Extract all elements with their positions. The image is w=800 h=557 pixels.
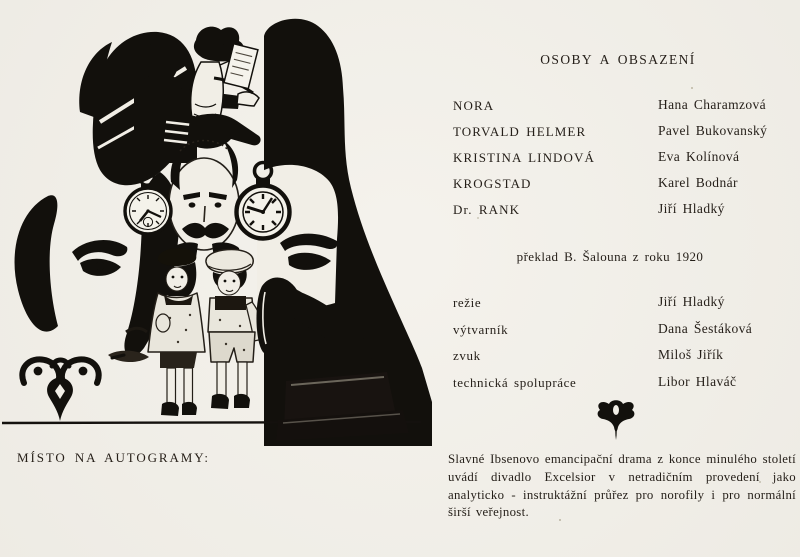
role-label: NORA — [453, 98, 495, 113]
actor-name: Karel Bodnár — [658, 175, 738, 190]
crew-person-name: Dana Šestáková — [658, 320, 753, 336]
cast-row — [453, 149, 796, 175]
actor-name: Hana Charamzová — [658, 97, 767, 112]
role-label: KRISTINA LINDOVÁ — [453, 150, 596, 165]
crew-person-name: Miloš Jiřík — [658, 347, 724, 362]
crew-role-label: zvuk — [453, 348, 481, 363]
crew-row — [453, 347, 796, 374]
crew-person-name: Libor Hlaváč — [658, 373, 737, 389]
crew-role-label: technická spolupráce — [453, 374, 577, 390]
cast-row — [453, 201, 796, 227]
page-title: OSOBY A OBSAZENÍ — [540, 52, 696, 67]
actor-name: Jiří Hladký — [658, 201, 725, 216]
crew-person-name: Jiří Hladký — [658, 294, 725, 309]
description-paragraph: Slavné Ibsenovo emancipační drama z konce minulého století uvádí divadlo Excelsior v netradičním provedení jako analyticko - instruktážní průřez pro norofily i pro normální širší veřejnost. — [448, 452, 796, 520]
autographs-label: MÍSTO NA AUTOGRAMY: — [17, 450, 210, 465]
crew-role-label: výtvarník — [453, 321, 509, 337]
boy-figure — [206, 249, 264, 409]
crew-role-label: režie — [453, 295, 482, 310]
mustached-man-portrait — [169, 140, 241, 258]
fleuron-ornament-icon — [22, 355, 124, 421]
cast-row — [453, 123, 796, 149]
translation-note: překlad B. Šalouna z roku 1920 — [516, 249, 704, 264]
role-label: KROGSTAD — [453, 176, 532, 191]
crew-row — [453, 294, 796, 321]
actor-name: Eva Kolínová — [658, 149, 740, 164]
cast-row — [453, 97, 796, 123]
cast-list — [453, 97, 796, 227]
crew-list — [453, 294, 796, 400]
collage-illustration — [0, 0, 432, 446]
fleuron-icon — [590, 398, 642, 442]
actor-name: Pavel Bukovanský — [658, 123, 768, 138]
crew-row — [453, 321, 796, 348]
ibsen-and-nora-figures — [134, 27, 261, 163]
crew-row — [453, 374, 796, 401]
cast-row — [453, 175, 796, 201]
role-label: Dr. RANK — [453, 202, 521, 217]
pointing-hand-icon — [163, 112, 261, 151]
cast-page — [440, 0, 796, 557]
children-figures — [148, 248, 264, 416]
role-label: TORVALD HELMER — [453, 124, 587, 139]
